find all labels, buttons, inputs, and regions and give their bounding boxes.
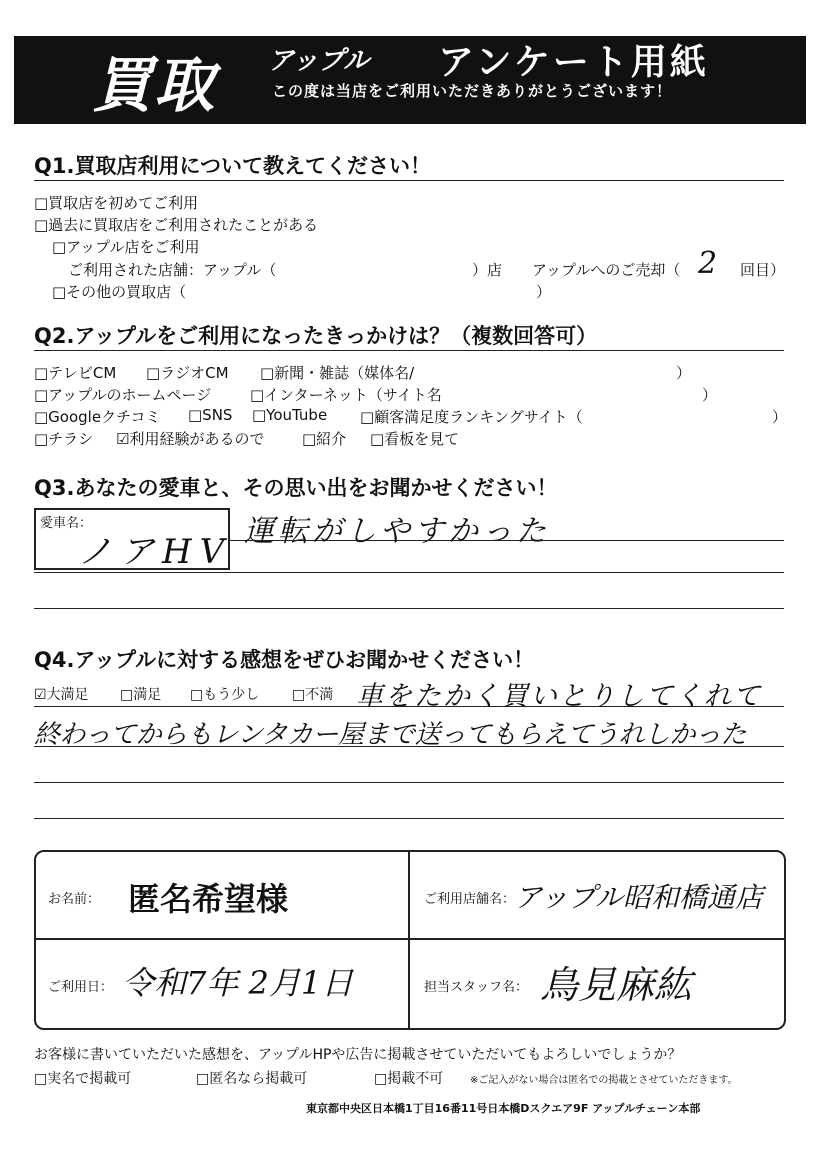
date-label: ご利用日： <box>48 980 114 995</box>
apple-logo: アップル <box>268 46 370 76</box>
q1-option-first-time[interactable]: □買取店を初めてご利用 <box>34 194 199 212</box>
q2-divider <box>34 350 784 351</box>
q1-title: Q1.買取店利用について教えてください！ <box>34 154 432 178</box>
q1-other-close: ） <box>536 283 552 301</box>
form-title: アンケート用紙 <box>438 42 709 83</box>
name-label: お名前： <box>48 892 101 907</box>
q2-option-youtube[interactable]: □YouTube <box>252 406 328 424</box>
publish-note: ※ご記入がない場合は匿名での掲載とさせていただきます。 <box>470 1075 738 1086</box>
car-memory-text[interactable]: 運転がしやすかった <box>244 514 550 549</box>
q2-newspaper-close: ） <box>676 364 692 382</box>
q4-line-1 <box>34 706 784 707</box>
publish-option-anonymous[interactable]: □匿名なら掲載可 <box>196 1071 308 1087</box>
q4-line-2 <box>34 746 784 747</box>
q2-option-flyer[interactable]: □チラシ <box>34 430 94 448</box>
q4-option-somewhat[interactable]: □もう少し <box>190 687 260 703</box>
q1-sell-close: 回目） <box>740 261 786 279</box>
q4-title: Q4.アップルに対する感想をぜひお聞かせください！ <box>34 648 535 672</box>
q3-line-1 <box>230 540 784 541</box>
q1-store-label: ご利用された店舗：アップル（ <box>68 261 277 279</box>
q1-sell-count[interactable]: 2 <box>698 246 718 281</box>
form-subtitle: この度は当店をご利用いただきありがとうございます！ <box>272 82 673 100</box>
kaitori-heading: 買取 <box>92 51 216 121</box>
q2-option-homepage[interactable]: □アップルのホームページ <box>34 386 212 404</box>
q2-option-ranking[interactable]: □顧客満足度ランキングサイト（ <box>360 408 583 426</box>
q1-option-apple-store[interactable]: □アップル店をご利用 <box>52 238 200 256</box>
q3-line-3 <box>34 608 784 609</box>
q2-option-newspaper[interactable]: □新聞・雑誌（媒体名/ <box>260 364 415 382</box>
q2-option-experience[interactable]: ☑利用経験があるので <box>116 430 265 448</box>
publish-question: お客様に書いていただいた感想を、アップルHPや広告に掲載させていただいてもよろしいでしょうか？ <box>34 1047 682 1063</box>
car-name-label: 愛車名： <box>40 516 93 531</box>
date-value[interactable]: 令和7年 2月1日 <box>122 964 354 1002</box>
q1-divider <box>34 180 784 181</box>
q2-option-google[interactable]: □Googleクチコミ <box>34 408 161 426</box>
q4-option-dissatisfied[interactable]: □不満 <box>292 687 334 703</box>
q2-option-signboard[interactable]: □看板を見て <box>370 430 460 448</box>
info-horizontal-divider <box>34 938 784 940</box>
store-name-value[interactable]: アップル昭和橋通店 <box>514 881 763 914</box>
q1-option-other[interactable]: □その他の買取店（ <box>52 283 187 301</box>
q2-title: Q2.アップルをご利用になったきっかけは？（複数回答可） <box>34 324 598 348</box>
q4-comment-line-1[interactable]: 車をたかく買いとりしてくれて <box>356 681 762 712</box>
q4-comment-line-2[interactable]: 終わってからもレンタカー屋まで送ってもらえてうれしかった <box>34 720 747 750</box>
q2-option-tv[interactable]: □テレビCM <box>34 364 117 382</box>
q2-option-referral[interactable]: □紹介 <box>302 430 347 448</box>
q2-option-internet[interactable]: □インターネット（サイト名 <box>250 386 442 404</box>
q1-sell-label: アップルへのご売却（ <box>532 261 681 279</box>
staff-value[interactable]: 鳥見麻紘 <box>540 963 693 1007</box>
q3-line-2 <box>34 572 784 573</box>
q2-option-sns[interactable]: □SNS <box>188 406 233 424</box>
q2-internet-close: ） <box>702 386 718 404</box>
company-address: 東京都中央区日本橋1丁目16番11号日本橋Dスクエア9F アップルチェーン本部 <box>306 1102 701 1115</box>
name-value[interactable]: 匿名希望様 <box>128 880 289 918</box>
q1-option-used-before[interactable]: □過去に買取店をご利用されたことがある <box>34 216 319 234</box>
q4-option-very-satisfied[interactable]: ☑大満足 <box>34 687 89 703</box>
store-name-label: ご利用店舗名： <box>424 892 516 907</box>
publish-option-decline[interactable]: □掲載不可 <box>374 1071 444 1087</box>
q1-store-close: ）店 <box>472 261 503 279</box>
q2-option-radio[interactable]: □ラジオCM <box>146 364 229 382</box>
staff-label: 担当スタッフ名： <box>424 980 529 995</box>
q2-ranking-close: ） <box>772 408 788 426</box>
publish-option-real-name[interactable]: □実名で掲載可 <box>34 1071 132 1087</box>
q4-option-satisfied[interactable]: □満足 <box>120 687 162 703</box>
car-name-value: ノアHV <box>78 532 233 572</box>
q3-title: Q3.あなたの愛車と、その思い出をお聞かせください！ <box>34 476 558 500</box>
q4-line-4 <box>34 818 784 819</box>
q4-line-3 <box>34 782 784 783</box>
